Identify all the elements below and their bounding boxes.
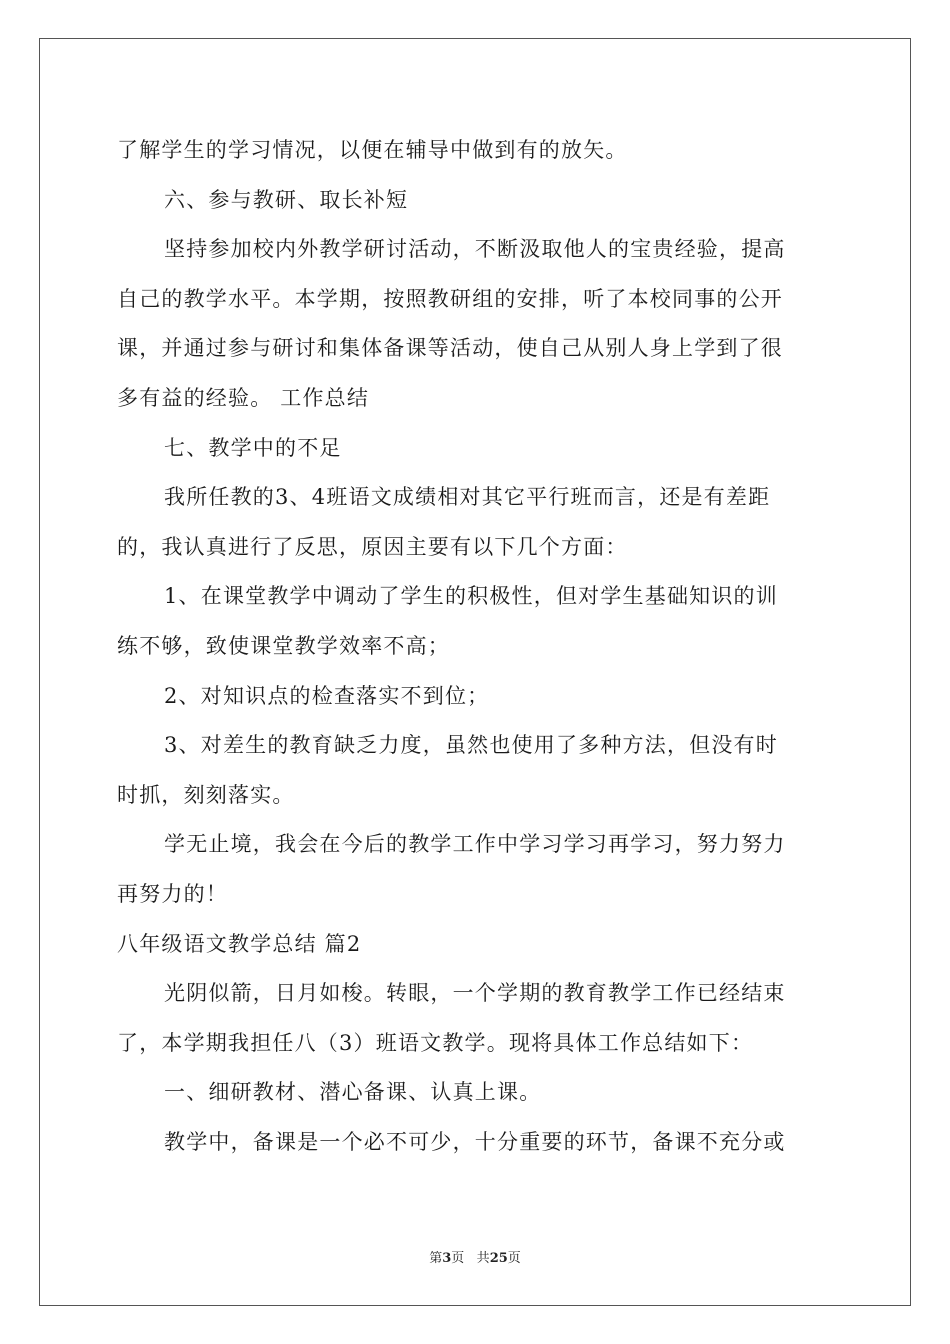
total-suffix: 页 (507, 1251, 521, 1266)
text-line: 八年级语文教学总结 篇2 (117, 931, 362, 956)
text-line: 自己的教学水平。本学期，按照教研组的安排，听了本校同事的公开 (117, 286, 783, 311)
page-footer (0, 1247, 950, 1266)
text-line: 坚持参加校内外教学研讨活动，不断汲取他人的宝贵经验，提高 (164, 237, 786, 262)
text-line: 多有益的经验。 工作总结 (117, 385, 370, 410)
text-line: 光阴似箭，日月如梭。转眼，一个学期的教育教学工作已经结束 (164, 981, 786, 1006)
text-line: 了解学生的学习情况，以便在辅导中做到有的放矢。 (117, 138, 628, 162)
total-pages: 25 (489, 1251, 508, 1266)
text-line: 学无止境，我会在今后的教学工作中学习学习再学习，努力努力 (164, 832, 786, 857)
text-line: 3、对差生的教育缺乏力度，虽然也使用了多种方法，但没有时 (164, 733, 778, 758)
page-prefix: 第 (429, 1251, 443, 1266)
text-line: 教学中，备课是一个必不可少，十分重要的环节，备课不充分或 (164, 1129, 786, 1154)
text-line: 六、参与教研、取长补短 (164, 187, 409, 212)
text-line: 课，并通过参与研讨和集体备课等活动，使自己从别人身上学到了很 (117, 336, 783, 361)
text-line: 2、对知识点的检查落实不到位； (164, 683, 490, 708)
text-line: 1、在课堂教学中调动了学生的积极性，但对学生基础知识的训 (164, 584, 778, 609)
text-line: 再努力的！ (117, 881, 228, 906)
text-line: 了，本学期我担任八（3）班语文教学。现将具体工作总结如下： (117, 1030, 754, 1055)
text-line: 七、教学中的不足 (164, 435, 342, 460)
page-suffix: 页 (451, 1251, 465, 1266)
text-line: 我所任教的3、4班语文成绩相对其它平行班而言，还是有差距 (164, 485, 771, 510)
text-line: 一、细研教材、潜心备课、认真上课。 (164, 1080, 542, 1105)
total-prefix: 共 (476, 1251, 490, 1266)
page-number: 3 (442, 1251, 452, 1266)
document-body (117, 126, 835, 1167)
text-line: 时抓，刻刻落实。 (117, 782, 295, 807)
text-line: 练不够，致使课堂教学效率不高； (117, 633, 450, 658)
text-line: 的，我认真进行了反思，原因主要有以下几个方面： (117, 534, 628, 559)
